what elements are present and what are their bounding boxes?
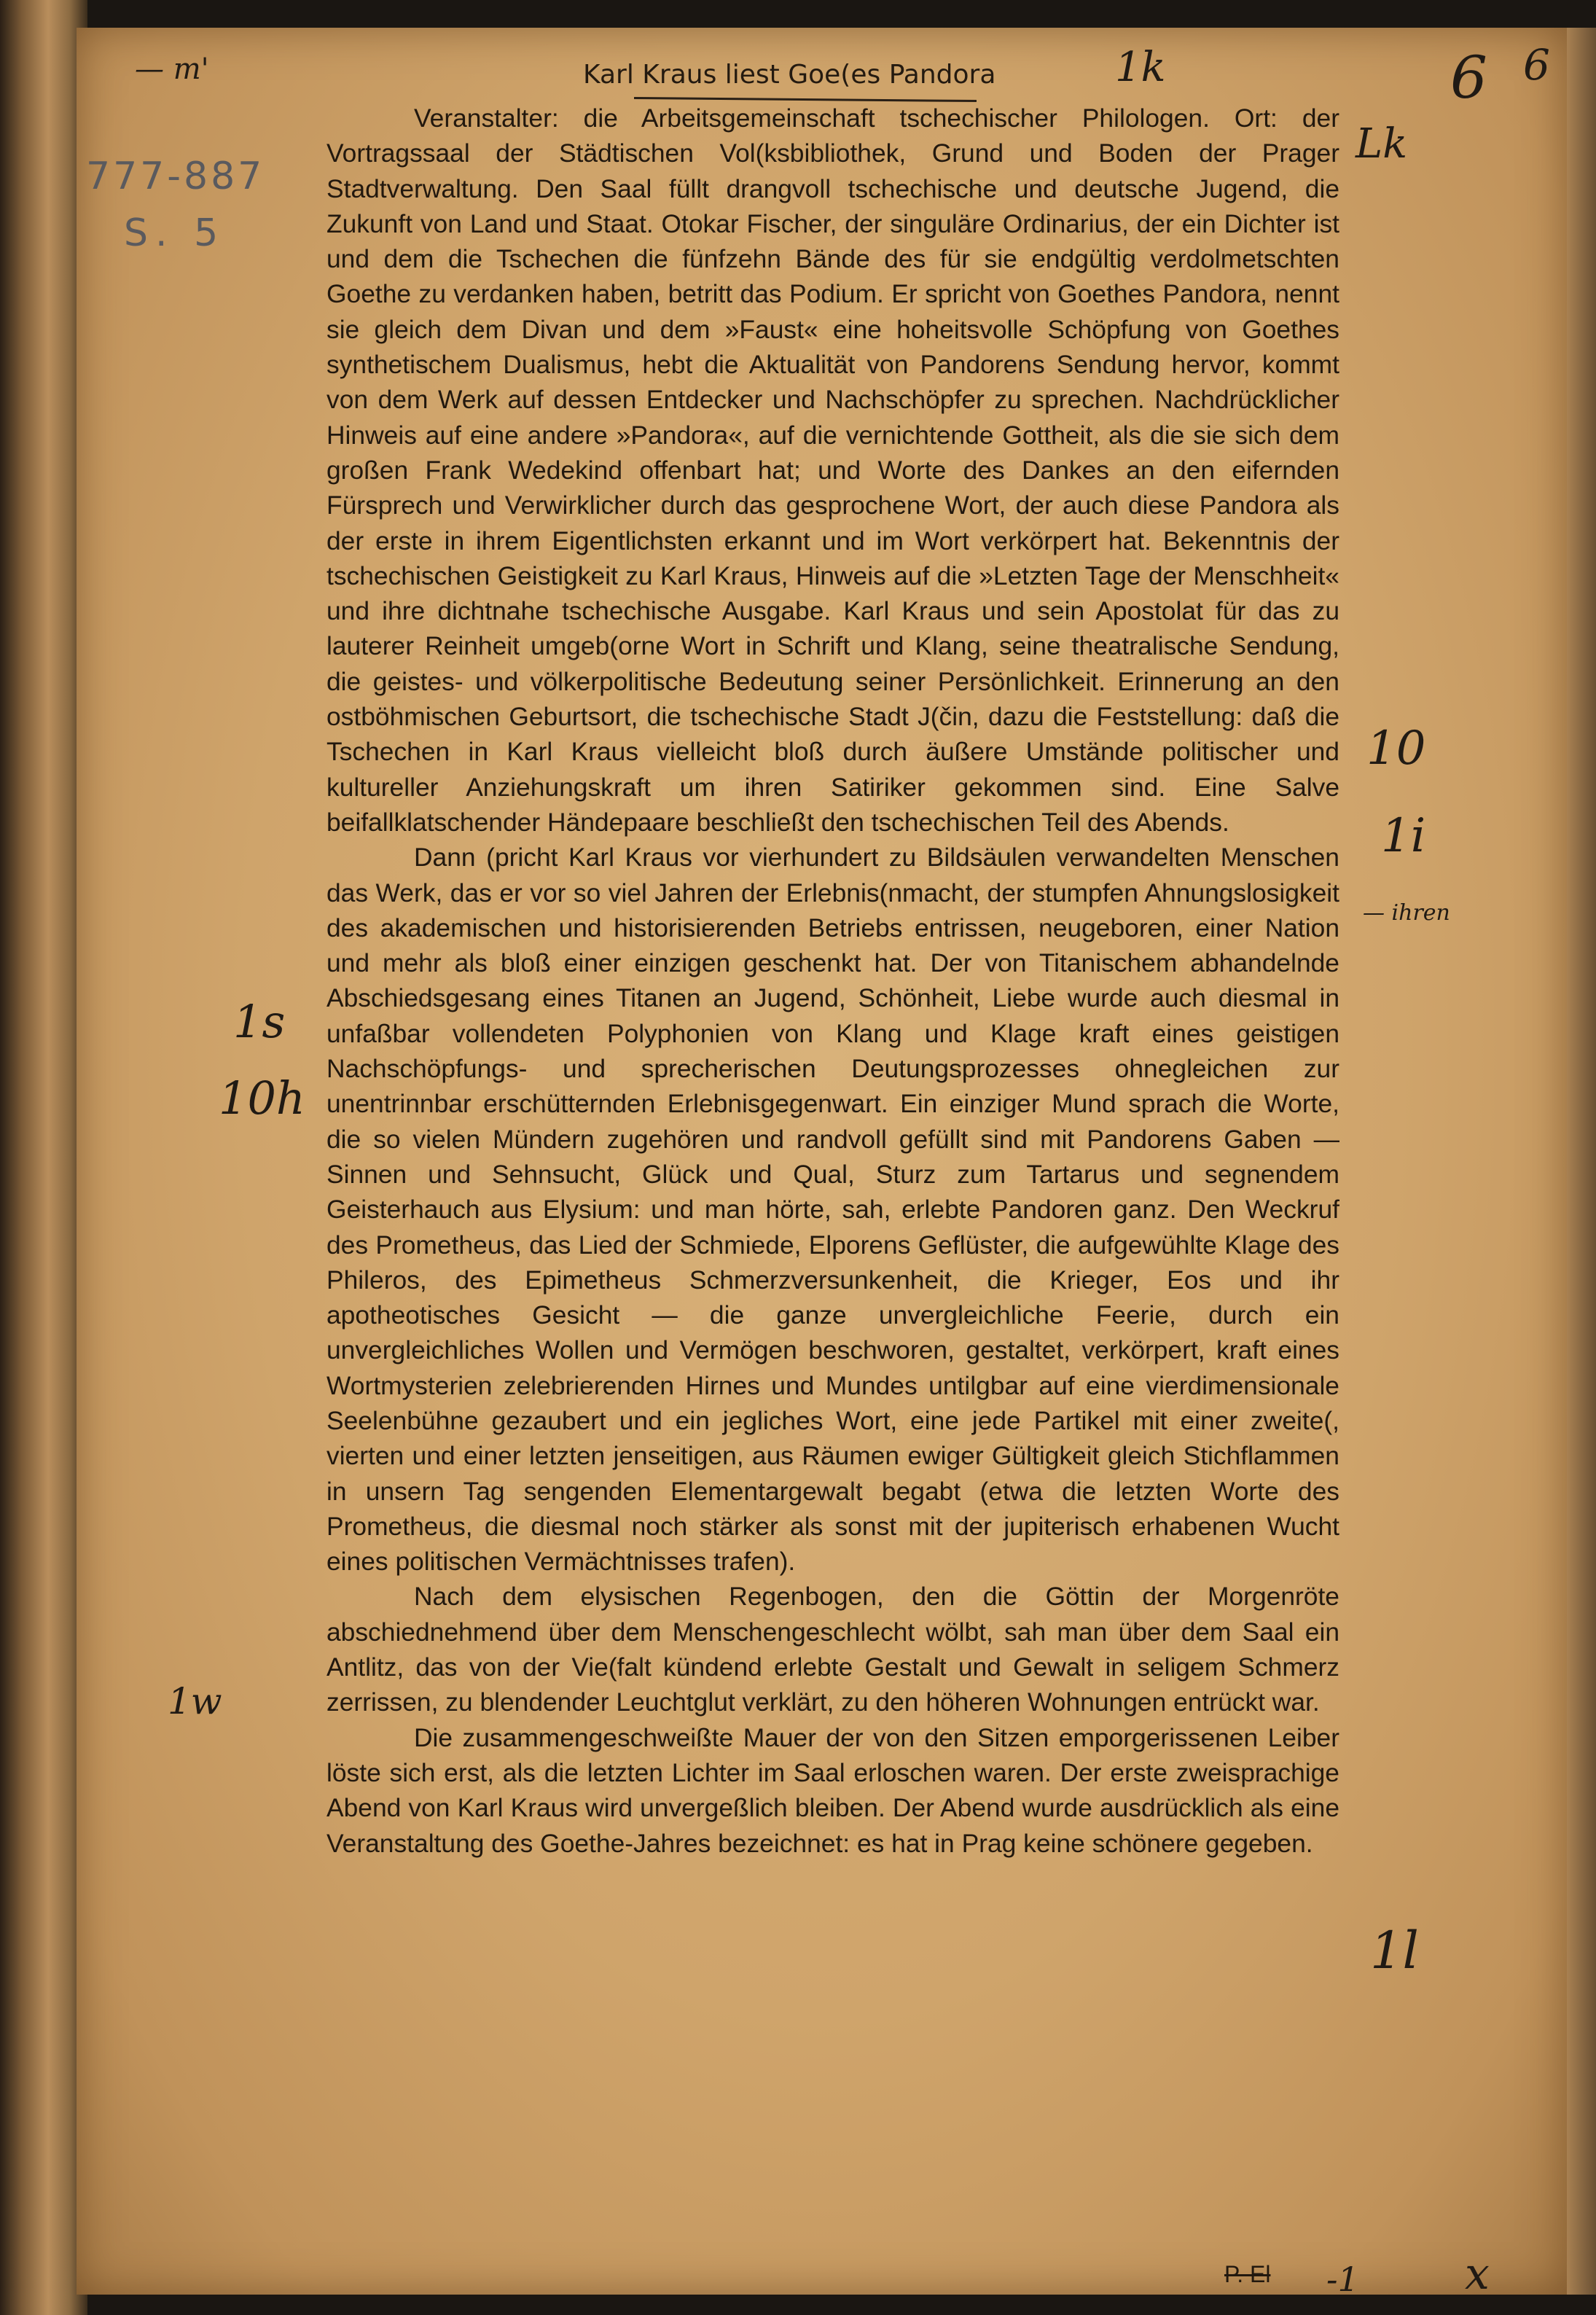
page-number: 6 [1450, 44, 1487, 112]
pencil-page-reference: S. 5 [124, 211, 226, 255]
article-title: Karl Kraus liest Goe(es Pandora [583, 60, 996, 90]
paragraph-1: Veranstalter: die Arbeitsgemeinschaft tschechischer Philologen. Ort: der Vortragssaal der Städtischen Vol(ksbibliothek, Grund und Boden der Prager Stadtverwaltung. Den Saal füllt drangvoll tschechische und deutsche Jugend, die Zukunft von Land und Staat. Otokar Fischer, der singuläre Ordinarius, der ein Dichter ist und dem die Tschechen die fünfzehn Bände des für sie endgültig verdolmetschten Goethe zu verdanken haben, betritt das Podium. Er spricht von Goethes Pandora, nennt sie gleich dem Divan und dem »Faust« eine hoheitsvolle Schöpfung von Goethes synthetischem Dualismus, hebt die Aktualität von Pandorens Sendung hervor, kommt von dem Werk auf dessen Entdecker und Nachschöpfer zu sprechen. Nachdrücklicher Hinweis auf eine andere »Pandora«, auf die vernichtende Gottheit, als die sie sich dem großen Frank Wedekind offenbart hat; und Worte des Dankes an den eifernden Fürsprech und Verwirklicher durch das gesprochene Wort, der auch diese Pandora als der erste in ihrem Eigentlichsten erkannt und im Wort verkörpert hat. Bekenntnis der tschechischen Geistigkeit zu Karl Kraus, Hinweis auf die »Letzten Tage der Menschheit« und ihre dichtnahe tschechische Ausgabe. Karl Kraus und sein Apostolat für das zu lauterer Reinheit umgeb(orne Wort in Schrift und Klang, seine theatralische Sendung, die geistes- und völkerpolitische Bedeutung seiner Persönlichkeit. Erinnerung an den ostböhmischen Geburtsort, die tschechische Stadt J(čin, dazu die Feststellung: daß die Tschechen in Karl Kraus vielleicht bloß durch äußere Umstände politischer und kultureller Anziehungskraft um ihren Satiriker gekommen sind. Eine Salve beifallklatschender Händepaare beschließt den tschechischen Teil des Abends. [326, 104, 1339, 837]
book-binding [0, 0, 87, 2315]
paragraph-4: Die zusammengeschweißte Mauer der von den Sitzen emporgerissenen Leiber löste sich erst, als die letzten Lichter im Saal erloschen waren. Der erste zweisprachige Abend von Karl Kraus wird unvergeßlich bleiben. Der Abend wurde ausdrücklich als eine Veranstaltung des Goethe-Jahres bezeichnet: es hat in Prag keine schönere gegeben. [326, 1722, 1339, 1858]
bottom-margin-mark: -1 [1326, 2260, 1359, 2299]
margin-mark-1i: 1i [1381, 809, 1426, 863]
page-edge [1567, 28, 1596, 2295]
margin-note-ihren: — ihren [1363, 900, 1450, 926]
bottom-x-mark: x [1465, 2249, 1490, 2300]
pencil-reference-range: 777-887 [86, 155, 265, 198]
margin-mark-1s: 1s [233, 995, 286, 1048]
page-number-secondary: 6 [1523, 40, 1550, 90]
margin-mark-10: 10 [1366, 722, 1426, 776]
margin-mark-10h: 10h [219, 1071, 305, 1125]
margin-mark-1w: 1w [168, 1680, 222, 1722]
margin-mark-lk: Lk [1356, 120, 1408, 168]
margin-mark-1l: 1l [1370, 1921, 1419, 1980]
paragraph-3: Nach dem elysischen Regenbogen, den die Göttin der Morgenröte abschiednehmend über dem Menschengeschlecht wölbt, sah man über dem Saal ein Antlitz, das von der Vie(falt kündend erlebte Gestalt und Gewalt in seligem Schmerz zerrissen, zu blendender Leuchtglut verklärt, zu den höheren Wohnungen entrückt war. [326, 1582, 1339, 1717]
paragraph-2: Dann (pricht Karl Kraus vor vierhundert zu Bildsäulen verwandelten Menschen das Werk, das er vor so viel Jahren der Erlebnis(nmacht, der stumpfen Ahnungslosigkeit des akademischen und historisierenden Betriebs entrissen, neugeboren, einer Nation und mehr als bloß einer einzigen geschenkt hat. Der von Titanischem abhandelnde Abschiedsgesang eines Titanen an Jugend, Schönheit, Liebe wurde auch diesmal in unfaßbar vollendeten Polyphonien von Klang und Klage kraft eines geistigen Nachschöpfungs- und sprecherischen Deutungsprozesses ohnegleichen zur unentrinnbar erschütternden Erlebnisgegenwart. Ein einziger Mund sprach die Worte, die so vielen Mündern zugehören und randvoll gefüllt sind mit Pandorens Gaben — Sinnen und Sehnsucht, Glück und Qual, Sturz zum Tartarus und segnendem Geisterhauch aus Elysium: und man hörte, sah, erlebte Pandoren ganz. Den Weckruf des Prometheus, das Lied der Schmiede, Elporens Geflüster, die aufgewühlte Klage des Phileros, des Epimetheus Schmerzversunkenheit, die Krieger, Eos und ihr apotheotisches Gesicht — die ganze unvergleichliche Feerie, durch ein unvergleichliches Wollen und Vermögen beschworen, gestaltet, verkörpert, kraft eines Wortmysterien zelebrierenden Hirnes und Mundes untilgbar auf eine vierdimensionale Seelenbühne gezaubert und ein jegliches Wort, eine jede Partikel mit einer zweite(, vierten und einer letzten jenseitigen, aus Räumen ewiger Gültigkeit gleich Stichflammen in unsern Tag sengenden Elementargewalt begabt (etwa die letzten Worte des Prometheus, die diesmal noch stärker als sonst mit der jupiterisch erhabenen Wucht eines politischen Vermächtnisses trafen). [326, 843, 1339, 1577]
top-left-ink-mark: — m' [135, 52, 209, 86]
article-body [326, 101, 1339, 1861]
title-margin-mark: 1k [1115, 44, 1166, 91]
author-signature: P. El [1224, 2261, 1271, 2287]
